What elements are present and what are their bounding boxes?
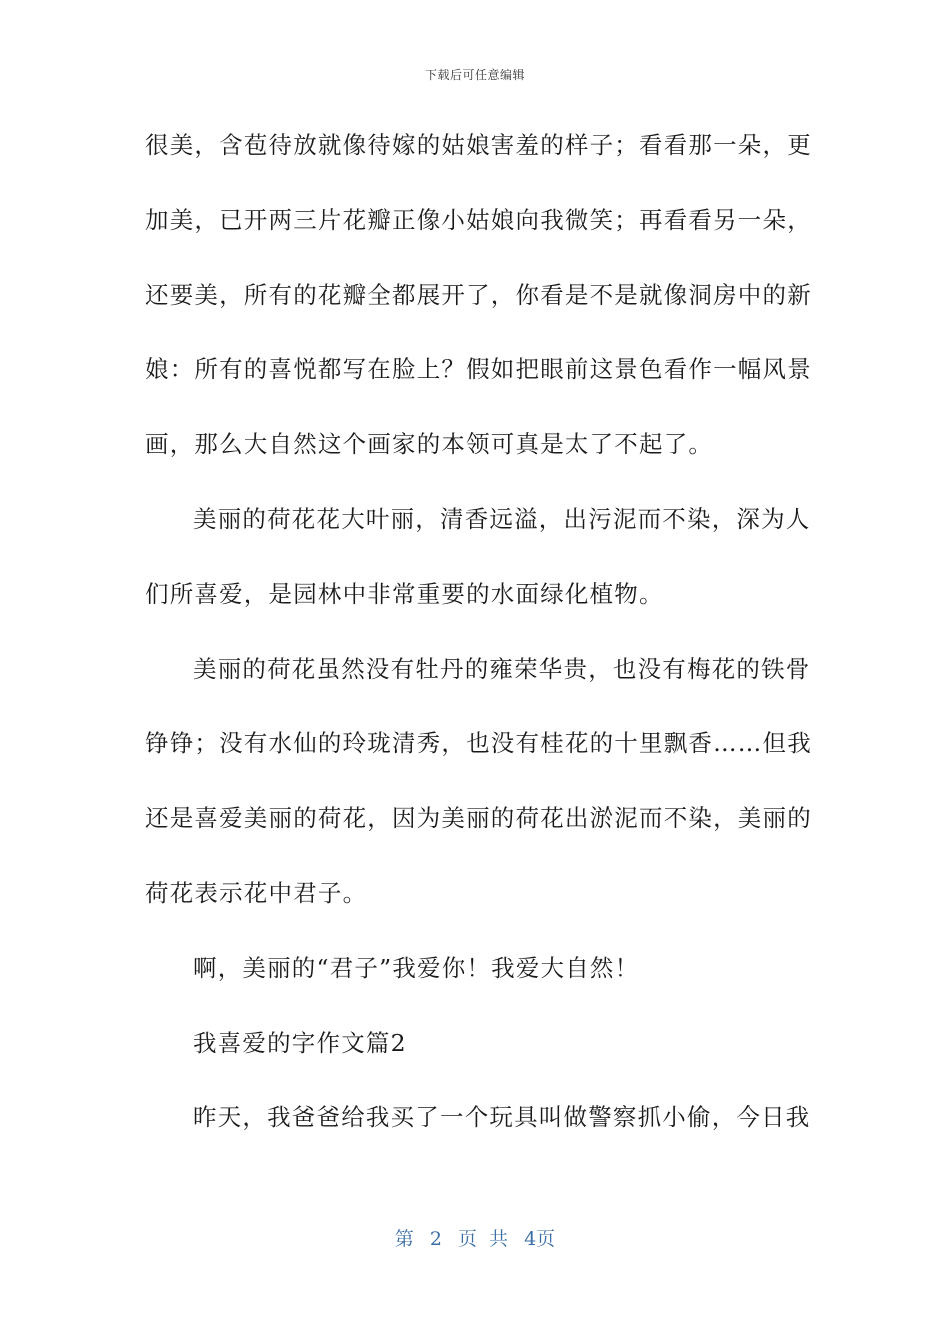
text-line: 铮铮；没有水仙的玲珑清秀，也没有桂花的十里飘香……但我: [145, 729, 812, 758]
text-line: 很美，含苞待放就像待嫁的姑娘害羞的样子；看看那一朵，更: [145, 131, 812, 159]
footer-total-pages: 4页: [524, 1228, 556, 1250]
text-line: 还是喜爱美丽的荷花，因为美丽的荷花出淤泥而不染，美丽的: [145, 804, 812, 833]
footer-page-number: 2: [429, 1228, 442, 1250]
paragraph-start-line: 美丽的荷花虽然没有牡丹的雍荣华贵，也没有梅花的铁骨: [193, 654, 811, 683]
page-header: 下载后可任意编辑: [424, 68, 525, 82]
text-line: 荷花表示花中君子。: [145, 878, 368, 907]
text-line: 娘：所有的喜悦都写在脸上？假如把眼前这景色看作一幅风景: [145, 355, 812, 384]
section-heading: 我喜爱的字作文篇2: [193, 1028, 407, 1057]
text-line: 画，那么大自然这个画家的本领可真是太了不起了。: [145, 430, 714, 459]
page-footer: [0, 1224, 950, 1251]
text-line: 加美，已开两三片花瓣正像小姑娘向我微笑；再看看另一朵，: [145, 205, 812, 234]
text-line: 们所喜爱，是园林中非常重要的水面绿化植物。: [145, 579, 664, 608]
paragraph-start-line: 啊，美丽的“君子”我爱你！我爱大自然！: [193, 953, 640, 982]
paragraph-start-line: 昨天，我爸爸给我买了一个玩具叫做警察抓小偷，今日我: [193, 1103, 811, 1132]
paragraph-start-line: 美丽的荷花花大叶丽，清香远溢，出污泥而不染，深为人: [193, 504, 811, 533]
footer-middle: 页 共: [458, 1228, 509, 1250]
text-line: 还要美，所有的花瓣全都展开了，你看是不是就像洞房中的新: [145, 280, 812, 309]
footer-prefix: 第: [394, 1228, 414, 1250]
document-body: [145, 120, 812, 1167]
